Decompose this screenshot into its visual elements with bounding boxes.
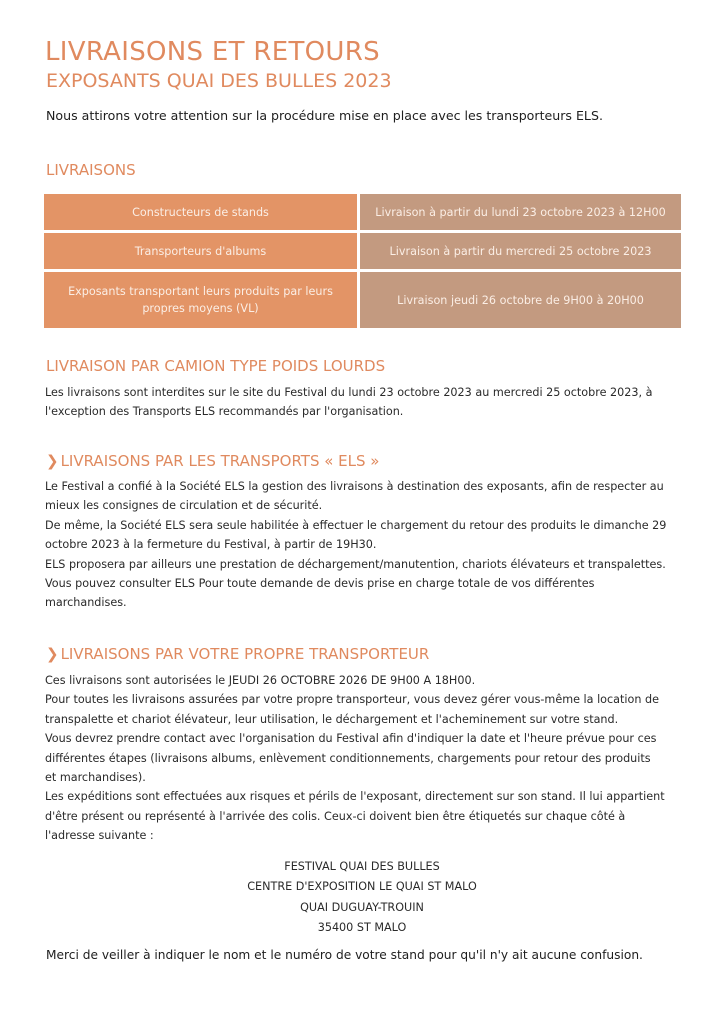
poids-lourds-heading: LIVRAISON PAR CAMION TYPE POIDS LOURDS bbox=[46, 357, 386, 375]
text-line: différentes étapes (livraisons albums, enlèvement conditionnements, chargements pour retour des produits bbox=[45, 751, 651, 765]
table-cell-when: Livraison à partir du mercredi 25 octobre 2023 bbox=[360, 233, 681, 269]
text-line: d'être présent ou représenté à l'arrivée des colis. Ceux-ci doivent bien être étiquetés sur chaque côté à bbox=[45, 809, 626, 823]
text-line: et marchandises). bbox=[45, 771, 146, 785]
text-line: ELS proposera par ailleurs une prestation de déchargement/manutention, chariots élévateurs et transpalettes. bbox=[45, 557, 666, 571]
address-line: QUAI DUGUAY-TROUIN bbox=[300, 900, 424, 914]
text-line: octobre 2023 à la fermeture du Festival, à partir de 19H30. bbox=[45, 538, 377, 552]
text-line: transpalette et chariot élévateur, leur utilisation, le déchargement et l'acheminement sur votre stand. bbox=[45, 712, 619, 726]
table-cell-when: Livraison jeudi 26 octobre de 9H00 à 20H00 bbox=[360, 272, 681, 328]
text-line: Le Festival a confié à la Société ELS la gestion des livraisons à destination des exposants, afin de respecter au bbox=[45, 480, 664, 493]
els-text bbox=[45, 477, 679, 613]
table-cell-who: Transporteurs d'albums bbox=[44, 233, 360, 269]
propre-transporteur-text bbox=[45, 671, 679, 846]
text-line: Vous devrez prendre contact avec l'organisation du Festival afin d'indiquer la date et l'heure prévue pour ces bbox=[45, 732, 657, 746]
els-heading bbox=[46, 452, 379, 470]
text-line: Les expéditions sont effectuées aux risques et périls de l'exposant, directement sur son stand. Il lui appartient bbox=[45, 790, 665, 804]
text-line: l'adresse suivante : bbox=[45, 829, 154, 843]
text-line: Vous pouvez consulter ELS Pour toute demande de devis prise en charge totale de vos différentes bbox=[45, 577, 595, 591]
table-row bbox=[44, 233, 681, 269]
page-subtitle: EXPOSANTS QUAI DES BULLES 2023 bbox=[46, 70, 392, 92]
table-cell-when: Livraison à partir du lundi 23 octobre 2023 à 12H00 bbox=[360, 194, 681, 230]
text-line: Les livraisons sont interdites sur le site du Festival du lundi 23 octobre 2023 au mercredi 25 octobre 2023, à bbox=[45, 386, 653, 399]
chevron-right-icon: ❯ bbox=[46, 645, 59, 663]
text-line: mieux les consignes de circulation et de sécurité. bbox=[45, 499, 323, 513]
livraisons-table bbox=[44, 191, 681, 331]
table-cell-line: Exposants transportant leurs produits par leurs bbox=[68, 285, 333, 298]
propre-transporteur-heading bbox=[46, 645, 429, 663]
intro-text: Nous attirons votre attention sur la procédure mise en place avec les transporteurs ELS. bbox=[46, 108, 603, 123]
address-line: CENTRE D'EXPOSITION LE QUAI ST MALO bbox=[247, 880, 477, 894]
delivery-address bbox=[0, 857, 724, 939]
propre-heading-text: LIVRAISONS PAR VOTRE PROPRE TRANSPORTEUR bbox=[60, 645, 430, 663]
text-line: Pour toutes les livraisons assurées par votre propre transporteur, vous devez gérer vous-même la location de bbox=[45, 693, 659, 707]
els-heading-text: LIVRAISONS PAR LES TRANSPORTS « ELS » bbox=[60, 452, 380, 470]
table-row bbox=[44, 194, 681, 230]
closing-text: Merci de veiller à indiquer le nom et le numéro de votre stand pour qu'il n'y ait aucune confusion. bbox=[46, 948, 643, 962]
text-line: De même, la Société ELS sera seule habilitée à effectuer le chargement du retour des produits le dimanche 29 bbox=[45, 518, 667, 532]
table-row bbox=[44, 272, 681, 328]
livraisons-heading: LIVRAISONS bbox=[46, 161, 136, 179]
text-line: Ces livraisons sont autorisées le JEUDI 26 OCTOBRE 2026 DE 9H00 A 18H00. bbox=[45, 674, 476, 687]
page-title: LIVRAISONS ET RETOURS bbox=[45, 37, 380, 67]
table-cell-line: propres moyens (VL) bbox=[142, 302, 259, 315]
table-cell-who bbox=[44, 272, 360, 328]
table-cell-who: Constructeurs de stands bbox=[44, 194, 360, 230]
text-line: marchandises. bbox=[45, 596, 127, 610]
chevron-right-icon: ❯ bbox=[46, 452, 59, 470]
address-line: 35400 ST MALO bbox=[317, 921, 407, 935]
poids-lourds-text bbox=[45, 383, 679, 422]
text-line: l'exception des Transports ELS recommandés par l'organisation. bbox=[45, 405, 404, 419]
address-line: FESTIVAL QUAI DES BULLES bbox=[284, 860, 440, 873]
